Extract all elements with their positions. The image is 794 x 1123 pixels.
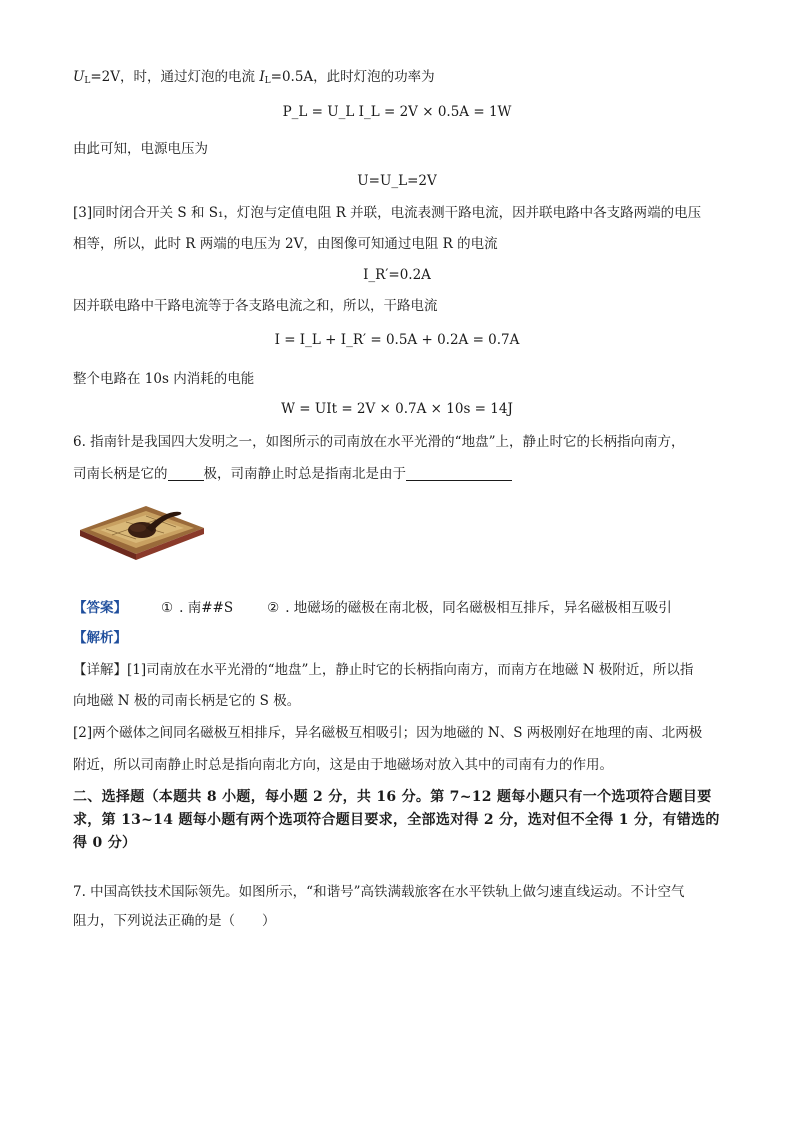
equation-text: U=U_L=2V	[357, 173, 437, 189]
text-span: 附近，所以司南静止时总是指向南北方向，这是由于地磁场对放入其中的司南有力的作用。	[73, 757, 613, 773]
subscript: L	[264, 76, 271, 86]
text-span: [1]司南放在水平光滑的“地盘”上，静止时它的长柄指向南方，而南方在地磁 N 极附近，所以指	[127, 662, 694, 678]
section-heading-text: 二、选择题（本题共 8 小题，每小题 2 分，共 16 分。第 7~12 题每小题只有一个选项符合题目要求，第 13~14 题每小题有两个选项符合题目要求，全部选对得 2 分，选对但不全得 1 分，有错选的得 0 分）	[73, 789, 720, 851]
text-span: 向地磁 N 极的司南长柄是它的 S 极。	[73, 693, 301, 709]
answer-blank-1	[168, 466, 204, 481]
text-span: 极，司南静止时总是指南北是由于	[203, 466, 406, 482]
sinan-compass-image	[76, 500, 208, 562]
text-span: 阻力，下列说法正确的是（ ）	[73, 913, 276, 929]
analysis-line	[73, 724, 702, 742]
analysis-tag: 【解析】	[73, 630, 127, 646]
answer-number-2: ②	[267, 600, 280, 616]
question-7-line1	[73, 883, 684, 901]
equation-current	[0, 331, 794, 349]
text-line	[73, 297, 438, 315]
text-span: =0.5A，此时灯泡的功率为	[270, 69, 435, 85]
equation-ir	[0, 266, 794, 284]
text-span: 由此可知，电源电压为	[73, 141, 208, 157]
text-span: [2]两个磁体之间同名磁极互相排斥，异名磁极互相吸引；因为地磁的 N、S 两极刚好在地理的南、北两极	[73, 725, 703, 741]
text-span: [3]同时闭合开关 S 和 S₁，灯泡与定值电阻 R 并联，电流表测干路电流，因并联电路中各支路两端的电压	[73, 205, 702, 221]
text-span: 6. 指南针是我国四大发明之一，如图所示的司南放在水平光滑的“地盘”上，静止时它的长柄指向南方，	[73, 434, 685, 450]
text-span: 整个电路在 10s 内消耗的电能	[73, 371, 255, 387]
answer-tag: 【答案】	[73, 600, 127, 616]
answer-line	[73, 599, 672, 617]
text-span: 司南长柄是它的	[73, 466, 168, 482]
analysis-line	[73, 661, 693, 679]
analysis-line	[73, 692, 300, 710]
text-line	[73, 204, 701, 222]
question-6-line1	[73, 433, 684, 451]
equation-text: I = I_L + I_R′ = 0.5A + 0.2A = 0.7A	[274, 332, 520, 348]
text-line	[73, 235, 498, 253]
answer-text-2: . 地磁场的磁极在南北极，同名磁极相互排斥，异名磁极相互吸引	[285, 600, 672, 616]
text-span: 相等，所以，此时 R 两端的电压为 2V，由图像可知通过电阻 R 的电流	[73, 236, 498, 252]
symbol-u: U	[73, 69, 85, 85]
text-span: =2V，时，通过灯泡的电流	[90, 69, 260, 85]
question-7-line2	[73, 912, 276, 930]
detail-tag: 【详解】	[73, 662, 127, 678]
equation-text: P_L = U_L I_L = 2V × 0.5A = 1W	[282, 104, 512, 120]
section-heading	[73, 786, 723, 855]
symbol-i: I	[259, 69, 265, 85]
equation-text: I_R′=0.2A	[363, 267, 431, 283]
analysis-heading	[73, 629, 127, 647]
text-line	[73, 140, 208, 158]
analysis-line	[73, 756, 613, 774]
answer-blank-2	[406, 466, 512, 481]
text-line	[73, 370, 254, 388]
question-6-line2	[73, 465, 512, 483]
equation-power	[0, 103, 794, 121]
text-span: 7. 中国高铁技术国际领先。如图所示，“和谐号”高铁满载旅客在水平铁轨上做匀速直线运动。不计空气	[73, 884, 685, 900]
answer-text-1: . 南##S	[179, 600, 234, 616]
equation-energy	[0, 400, 794, 418]
equation-text: W = UIt = 2V × 0.7A × 10s = 14J	[281, 401, 513, 417]
text-line	[73, 68, 435, 86]
text-span: 因并联电路中干路电流等于各支路电流之和，所以，干路电流	[73, 298, 438, 314]
subscript: L	[84, 76, 91, 86]
equation-voltage	[0, 172, 794, 190]
answer-number-1: ①	[161, 600, 174, 616]
